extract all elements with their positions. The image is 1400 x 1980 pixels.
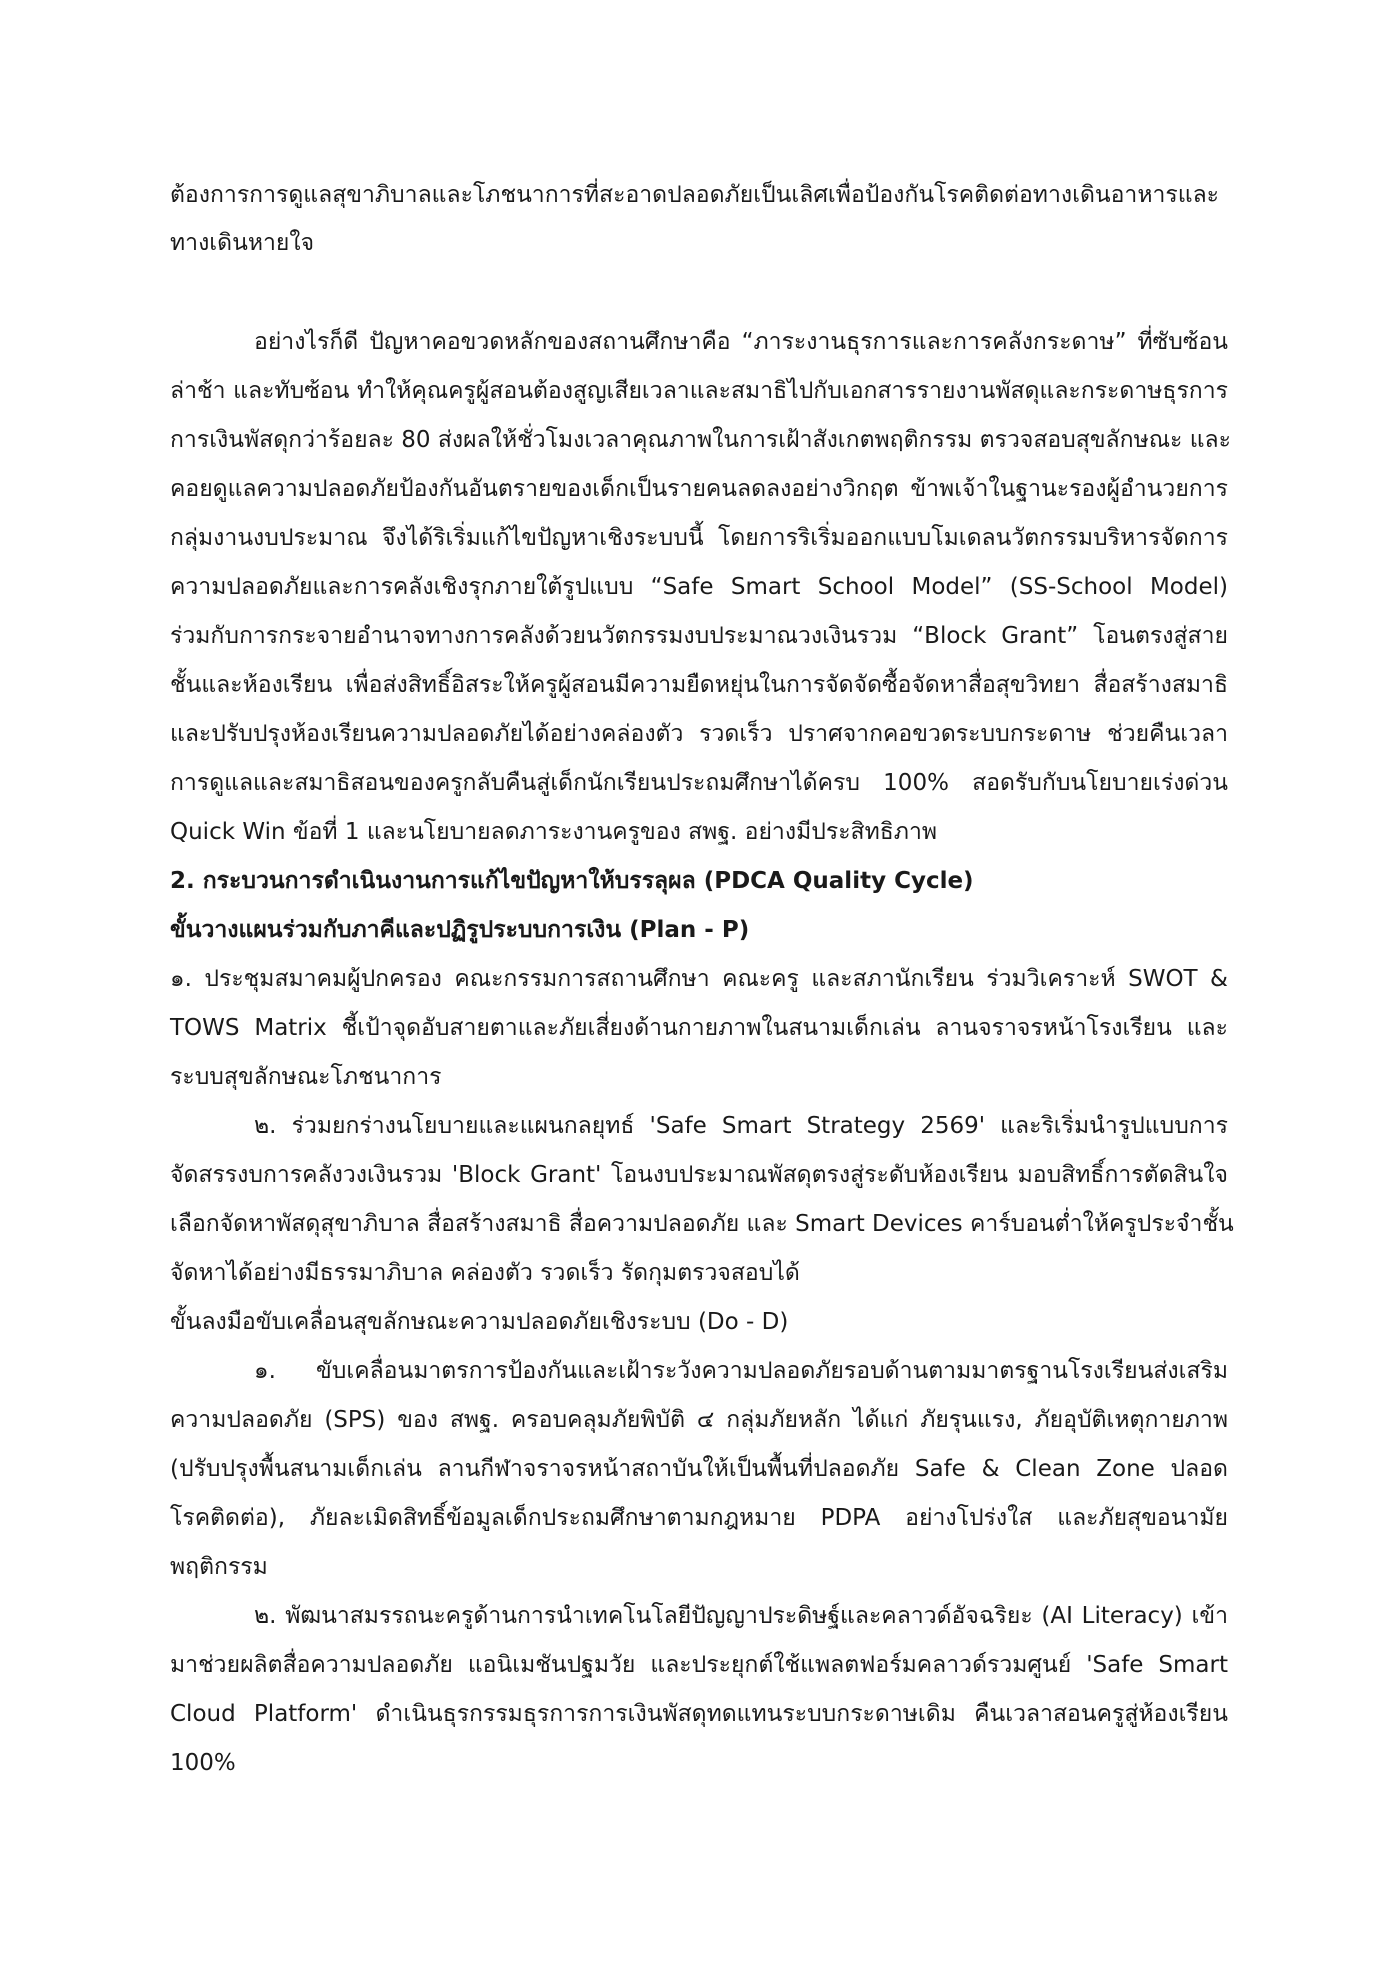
text-line: พฤติกรรม	[170, 1554, 268, 1580]
text-line: Cloud Platform' ดำเนินธุรกรรมธุรการการเงินพัสดุทดแทนระบบกระดาษเดิม คืนเวลาสอนครูสู่ห้องเรียน	[170, 1701, 1228, 1727]
text-line: ๑. ประชุมสมาคมผู้ปกครอง คณะกรรมการสถานศึกษา คณะครู และสภานักเรียน ร่วมวิเคราะห์ SWOT &	[170, 966, 1228, 992]
text-line: ต้องการการดูแลสุขาภิบาลและโภชนาการที่สะอาดปลอดภัยเป็นเลิศเพื่อป้องกันโรคติดต่อทางเดินอาหารและ	[170, 182, 1220, 208]
document-page	[170, 0, 1234, 1980]
text-line: มาช่วยผลิตสื่อความปลอดภัย แอนิเมชันปฐมวัย และประยุกต์ใช้แพลตฟอร์มคลาวด์รวมศูนย์ 'Safe Smart	[170, 1652, 1228, 1678]
text-line: ชั้นและห้องเรียน เพื่อส่งสิทธิ์อิสระให้ครูผู้สอนมีความยืดหยุ่นในการจัดจัดซื้อจัดหาสื่อสุขวิทยา สื่อสร้างสมาธิ	[170, 672, 1228, 698]
text-line: ๒. ร่วมยกร่างนโยบายและแผนกลยุทธ์ 'Safe Smart Strategy 2569' และริเริ่มนำรูปแบบการ	[254, 1113, 1228, 1139]
text-line: ทางเดินหายใจ	[170, 230, 315, 256]
text-line: TOWS Matrix ชี้เป้าจุดอับสายตาและภัยเสี่ยงด้านกายภาพในสนามเด็กเล่น ลานจราจรหน้าโรงเรียน และ	[170, 1015, 1228, 1041]
text-line: ความปลอดภัย (SPS) ของ สพฐ. ครอบคลุมภัยพิบัติ ๔ กลุ่มภัยหลัก ได้แก่ ภัยรุนแรง, ภัยอุบัติเหตุกายภาพ	[170, 1407, 1228, 1433]
text-line: และปรับปรุงห้องเรียนความปลอดภัยได้อย่างคล่องตัว รวดเร็ว ปราศจากคอขวดระบบกระดาษ ช่วยคืนเวลา	[170, 721, 1228, 747]
text-line: ร่วมกับการกระจายอำนาจทางการคลังด้วยนวัตกรรมงบประมาณวงเงินรวม “Block Grant” โอนตรงสู่สาย	[170, 623, 1228, 649]
subsection-heading: ขั้นวางแผนร่วมกับภาคีและปฏิรูประบบการเงิน (Plan - P)	[170, 917, 750, 943]
text-line: Quick Win ข้อที่ 1 และนโยบายลดภาระงานครูของ สพฐ. อย่างมีประสิทธิภาพ	[170, 819, 938, 845]
text-line: ระบบสุขลักษณะโภชนาการ	[170, 1064, 442, 1090]
text-line: การดูแลและสมาธิสอนของครูกลับคืนสู่เด็กนักเรียนประถมศึกษาได้ครบ 100% สอดรับกับนโยบายเร่งด่วน	[170, 770, 1228, 796]
text-line: ๑. ขับเคลื่อนมาตรการป้องกันและเฝ้าระวังความปลอดภัยรอบด้านตามมาตรฐานโรงเรียนส่งเสริม	[254, 1358, 1228, 1384]
text-line: ความปลอดภัยและการคลังเชิงรุกภายใต้รูปแบบ “Safe Smart School Model” (SS-School Model)	[170, 574, 1228, 600]
text-line: โรคติดต่อ), ภัยละเมิดสิทธิ์ข้อมูลเด็กประถมศึกษาตามกฎหมาย PDPA อย่างโปร่งใส และภัยสุขอนามัย	[170, 1505, 1228, 1531]
text-line: จัดสรรงบการคลังวงเงินรวม 'Block Grant' โอนงบประมาณพัสดุตรงสู่ระดับห้องเรียน มอบสิทธิ์การตัดสินใจ	[170, 1162, 1228, 1188]
text-line: ๒. พัฒนาสมรรถนะครูด้านการนำเทคโนโลยีปัญญาประดิษฐ์และคลาวด์อัจฉริยะ (AI Literacy) เข้า	[254, 1603, 1228, 1629]
text-line: อย่างไรก็ดี ปัญหาคอขวดหลักของสถานศึกษาคือ “ภาระงานธุรการและการคลังกระดาษ” ที่ซับซ้อน	[254, 329, 1228, 355]
subsection-heading: ขั้นลงมือขับเคลื่อนสุขลักษณะความปลอดภัยเชิงระบบ (Do - D)	[170, 1309, 789, 1335]
text-line: กลุ่มงานงบประมาณ จึงได้ริเริ่มแก้ไขปัญหาเชิงระบบนี้ โดยการริเริ่มออกแบบโมเดลนวัตกรรมบริหารจัดการ	[170, 525, 1228, 551]
text-line: 100%	[170, 1750, 236, 1776]
text-line: การเงินพัสดุกว่าร้อยละ 80 ส่งผลให้ชั่วโมงเวลาคุณภาพในการเฝ้าสังเกตพฤติกรรม ตรวจสอบสุขลักษณะ และ	[170, 427, 1231, 453]
text-line: เลือกจัดหาพัสดุสุขาภิบาล สื่อสร้างสมาธิ สื่อความปลอดภัย และ Smart Devices คาร์บอนต่ำให้ครูประจำชั้น	[170, 1211, 1234, 1237]
section-heading: 2. กระบวนการดำเนินงานการแก้ไขปัญหาให้บรรลุผล (PDCA Quality Cycle)	[170, 868, 974, 894]
text-line: (ปรับปรุงพื้นสนามเด็กเล่น ลานกีฬาจราจรหน้าสถาบันให้เป็นพื้นที่ปลอดภัย Safe & Clean Zone ปลอด	[170, 1456, 1228, 1482]
text-line: ล่าช้า และทับซ้อน ทำให้คุณครูผู้สอนต้องสูญเสียเวลาและสมาธิไปกับเอกสารรายงานพัสดุและกระดาษธุรการ	[170, 378, 1228, 404]
text-line: จัดหาได้อย่างมีธรรมาภิบาล คล่องตัว รวดเร็ว รัดกุมตรวจสอบได้	[170, 1260, 800, 1286]
text-line: คอยดูแลความปลอดภัยป้องกันอันตรายของเด็กเป็นรายคนลดลงอย่างวิกฤต ข้าพเจ้าในฐานะรองผู้อำนวยการ	[170, 476, 1228, 502]
